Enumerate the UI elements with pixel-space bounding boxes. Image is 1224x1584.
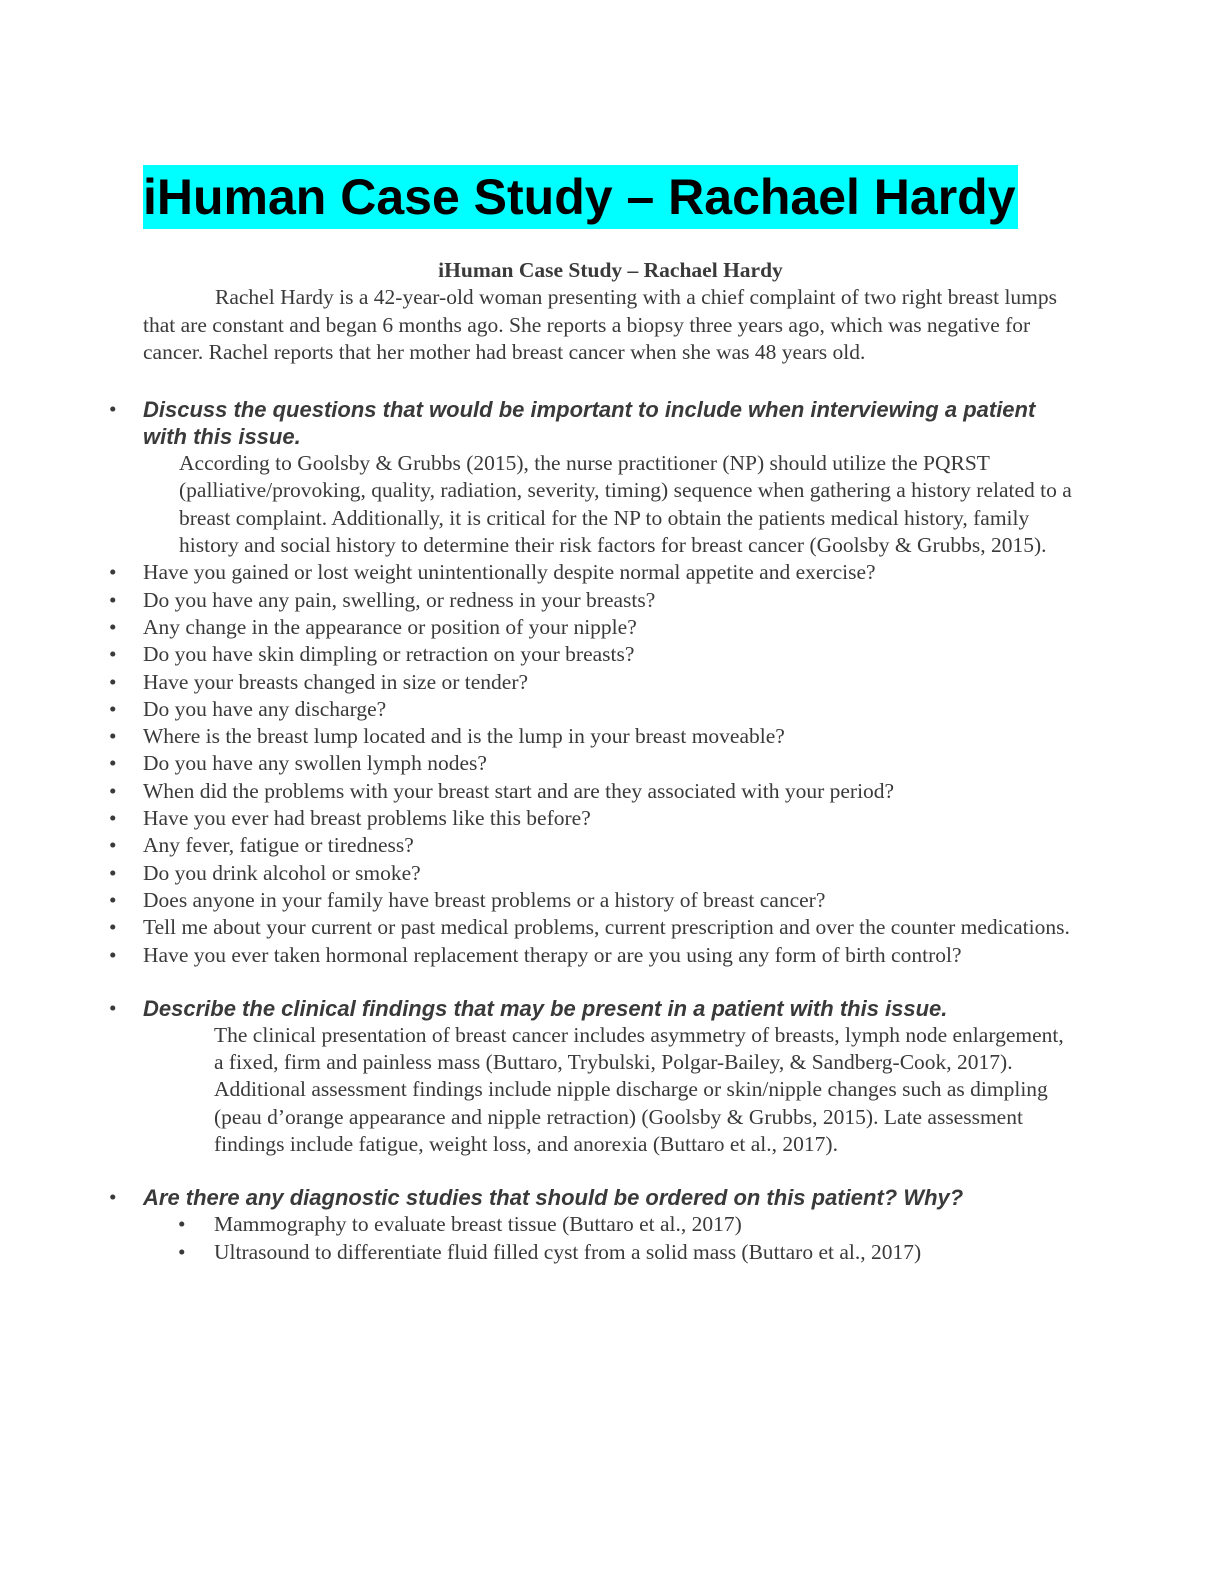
list-item: • Tell me about your current or past medical problems, current prescription and over the counter medications.: [143, 914, 1078, 941]
bullet: •: [109, 669, 117, 694]
list-item: • When did the problems with your breast start and are they associated with your period?: [143, 778, 1078, 805]
bullet: •: [109, 724, 117, 749]
bullet: •: [109, 397, 117, 422]
bullet: •: [109, 915, 117, 940]
list-item: • Have you gained or lost weight unintentionally despite normal appetite and exercise?: [143, 559, 1078, 586]
list-item: • Do you have any discharge?: [143, 696, 1078, 723]
intro-paragraph: [143, 284, 1078, 366]
list-item: • Do you have any swollen lymph nodes?: [143, 750, 1078, 777]
bullet: •: [109, 587, 117, 612]
bullet: •: [178, 1239, 186, 1264]
section-list: [109, 396, 1078, 1266]
intro-text: Rachel Hardy is a 42-year-old woman presenting with a chief complaint of two right breast lumps that are constant and began 6 months ago. She reports a biopsy three years ago, which was negative for cancer. Rachel reports that her mother had breast cancer when she was 48 years old.: [143, 285, 1058, 364]
bullet: •: [109, 778, 117, 803]
interview-answer: According to Goolsby & Grubbs (2015), the nurse practitioner (NP) should utilize the PQRST (palliative/provoking, quality, radiation, severity, timing) sequence when gathering a history related to a breast complaint. Additionally, it is critical for the NP to obtain the patients medical history, family history and social history to determine their risk factors for breast cancer (Goolsby & Grubbs, 2015).: [179, 451, 1072, 558]
bullet: •: [109, 942, 117, 967]
list-item: • Have you ever had breast problems like this before?: [143, 805, 1078, 832]
list-item: • Any change in the appearance or position of your nipple?: [143, 614, 1078, 641]
document-page: [109, 165, 1078, 1266]
list-item: • Have your breasts changed in size or tender?: [143, 669, 1078, 696]
bullet: •: [109, 560, 117, 585]
list-item: • Does anyone in your family have breast problems or a history of breast cancer?: [143, 887, 1078, 914]
diagnostics-list: [143, 1211, 1078, 1266]
bullet: •: [109, 642, 117, 667]
list-item: • Do you have any pain, swelling, or redness in your breasts?: [143, 587, 1078, 614]
list-item: • Mammography to evaluate breast tissue (Buttaro et al., 2017): [214, 1211, 1078, 1238]
interview-section: [109, 396, 1078, 559]
findings-answer: The clinical presentation of breast cancer includes asymmetry of breasts, lymph node enlargement, a fixed, firm and painless mass (Buttaro, Trybulski, Polgar-Bailey, & Sandberg-Cook, 2017). Additional assessment findings include nipple discharge or skin/nipple changes such as dimpling (peau d’orange appearance and nipple retraction) (Goolsby & Grubbs, 2015). Late assessment findings include fatigue, weight loss, and anorexia (Buttaro et al., 2017).: [214, 1022, 1064, 1157]
diagnostics-question: Are there any diagnostic studies that should be ordered on this patient? Why?: [143, 1185, 964, 1211]
findings-question: Describe the clinical findings that may be present in a patient with this issue.: [143, 995, 948, 1021]
bullet: •: [109, 751, 117, 776]
bullet: •: [109, 696, 117, 721]
list-item: • Do you drink alcohol or smoke?: [143, 860, 1078, 887]
list-item: • Ultrasound to differentiate fluid filled cyst from a solid mass (Buttaro et al., 2017): [214, 1239, 1078, 1266]
list-item: • Have you ever taken hormonal replacement therapy or are you using any form of birth control?: [143, 942, 1078, 969]
bullet: •: [178, 1212, 186, 1237]
bullet: •: [109, 887, 117, 912]
bullet: •: [109, 614, 117, 639]
bullet: •: [109, 1185, 117, 1210]
list-item: • Any fever, fatigue or tiredness?: [143, 832, 1078, 859]
diagnostics-section: [109, 1184, 1078, 1266]
interview-question: Discuss the questions that would be important to include when interviewing a patient with this issue.: [143, 397, 1036, 450]
bullet: •: [109, 860, 117, 885]
bullet: •: [109, 806, 117, 831]
document-subtitle: iHuman Case Study – Rachael Hardy: [438, 258, 783, 282]
list-item: • Where is the breast lump located and is the lump in your breast moveable?: [143, 723, 1078, 750]
document-title: iHuman Case Study – Rachael Hardy: [143, 165, 1018, 229]
bullet: •: [109, 833, 117, 858]
list-item: • Do you have skin dimpling or retraction on your breasts?: [143, 641, 1078, 668]
bullet: •: [109, 995, 117, 1020]
findings-section: [109, 995, 1078, 1158]
